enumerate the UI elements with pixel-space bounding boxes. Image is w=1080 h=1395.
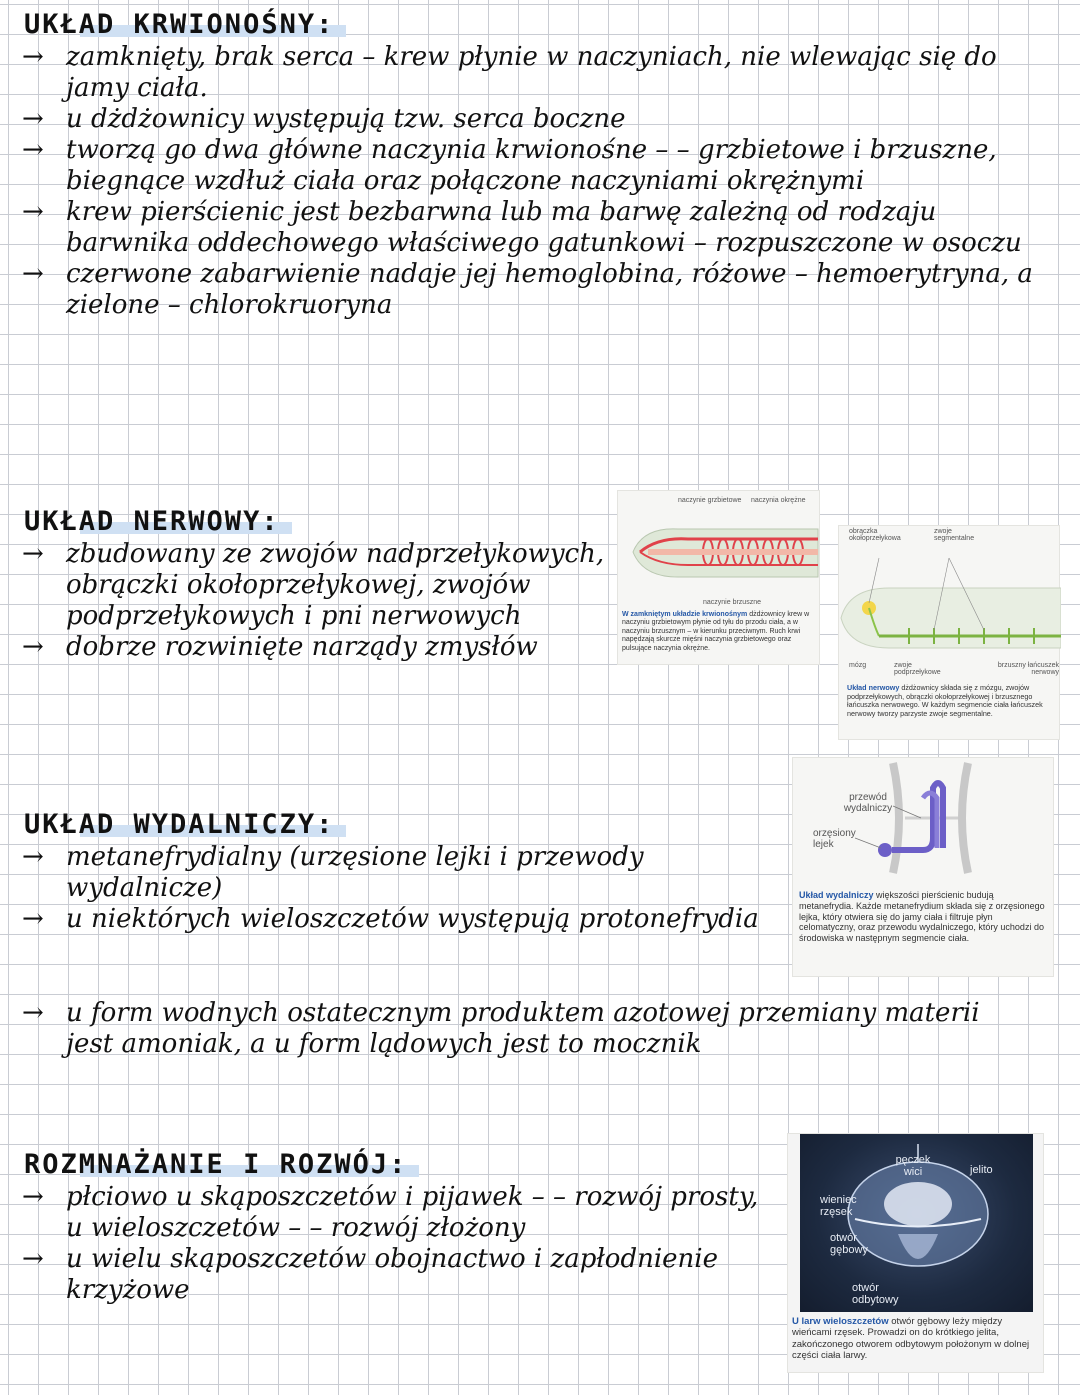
figure-caption: Układ wydalniczy większości pierścienic budują metanefrydia. Każde metanefrydium składa się z orzęsionego lejka, który otwiera się do jamy ciała i filtruje płyn celomatyczny, oraz przewodu wydalniczego, który uchodzi do środowiska w następnym segmencie ciała. (799, 890, 1045, 944)
list-item: → u wielu skąposzczetów obojnactwo i zapłodnienie krzyżowe (22, 1244, 718, 1305)
arrow-icon: → (22, 197, 44, 227)
figure-caption: U larw wieloszczetów otwór gębowy leży między wieńcami rzęsek. Prowadzi on do krótkiego jelita, zakończonego otworem odbytowym położonym w dolnej części ciała larwy. (792, 1316, 1030, 1362)
label-crown: wieniec rzęsek (820, 1194, 857, 1218)
figure-circulatory (617, 490, 820, 665)
list-item: → dobrze rozwinięte narządy zmysłów (22, 632, 538, 662)
list-excretory-continued (20, 998, 1020, 1060)
list-item: → płciowo u skąposzczetów i pijawek – – rozwój prosty, u wieloszczetów – – rozwój złożony (22, 1182, 759, 1243)
arrow-icon: → (22, 42, 44, 72)
figure-excretory (792, 757, 1054, 977)
list-item: → u niektórych wieloszczetów występują protonefrydia (22, 904, 759, 934)
list-item: → tworzą go dwa główne naczynia krwionośne – – grzbietowe i brzuszne, biegnące wzdłuż ciała oraz połączone naczyniami okrężnymi (22, 135, 997, 196)
larva-photo (800, 1134, 1033, 1312)
list-item: → zbudowany ze zwojów nadprzełykowych, obrączki okołoprzełykowej, zwojów podprzełykowych i pni nerwowych (22, 539, 605, 631)
list-item: → zamknięty, brak serca – krew płynie w naczyniach, nie wlewając się do jamy ciała. (22, 42, 997, 103)
arrow-icon: → (22, 998, 44, 1028)
section-excretory-wide (20, 998, 1020, 1060)
arrow-icon: → (22, 1182, 44, 1212)
list-item: → krew pierścienic jest bezbarwna lub ma barwę zależną od rodzaju barwnika oddechowego właściwego gatunkowi – rozpuszczone w osoczu (22, 197, 1022, 258)
section-nervous (20, 505, 620, 663)
label-brain: mózg (849, 662, 867, 669)
label-ring: obrączka okołoprzełykowa (849, 528, 901, 542)
figure-caption: Układ nerwowy dżdżownicy składa się z mózgu, zwojów podprzełykowych, obrączki okołoprzełykowej i brzusznego łańcuszka nerwowego. W każdym segmencie ciała łańcuszek nerwowy tworzy parzyste zwoje segmentalne. (847, 683, 1043, 718)
heading-nervous: UKŁAD NERWOWY: (20, 505, 286, 539)
heading-circulatory: UKŁAD KRWIONOŚNY: (20, 8, 340, 42)
arrow-icon: → (22, 539, 44, 569)
label-dorsal-vessel: naczynie grzbietowe (678, 497, 742, 504)
list-item: → czerwone zabarwienie nadaje jej hemoglobina, różowe – hemoerytryna, a zielone – chlorokruoryna (22, 259, 1033, 320)
label-nerve-chain: brzuszny łańcuszek nerwowy (997, 662, 1059, 676)
arrow-icon: → (22, 259, 44, 289)
arrow-icon: → (22, 904, 44, 934)
list-excretory (20, 842, 785, 935)
arrow-icon: → (22, 135, 44, 165)
arrow-icon: → (22, 842, 44, 872)
arrow-icon: → (22, 632, 44, 662)
list-item: → u dżdżownicy występują tzw. serca boczne (22, 104, 626, 134)
label-anus: otwór odbytowy (852, 1282, 899, 1306)
section-circulatory (20, 8, 1065, 321)
label-ganglia: zwoje segmentalne (934, 528, 975, 542)
label-subpharyngeal: zwoje podprzełykowe (894, 662, 941, 676)
label-cilia-bundle: pęczek wici (895, 1154, 931, 1178)
worm-circulatory-diagram (618, 507, 821, 597)
label-ring-vessels: naczynia okrężne (751, 497, 806, 504)
heading-reproduction: ROZMNAŻANIE I ROZWÓJ: (20, 1148, 413, 1182)
label-excretory-duct: przewód wydalniczy (843, 792, 893, 814)
metanephridium-diagram (793, 758, 1055, 878)
label-ciliated-funnel: orzęsiony lejek (813, 828, 856, 850)
section-excretory (20, 808, 785, 935)
list-item: → metanefrydialny (urzęsione lejki i przewody wydalnicze) (22, 842, 644, 903)
figure-larva (787, 1133, 1044, 1373)
label-mouth: otwór gębowy (830, 1232, 868, 1256)
figure-caption: W zamkniętym układzie krwionośnym dżdżownicy krew w naczyniu grzbietowym płynie od tyłu do przodu ciała, a w naczyniu brzusznym – w kierunku przeciwnym. Ruch krwi napędzają skurcze mięśni naczynia grzbietowego oraz pulsujące naczynia okrężne. (622, 611, 810, 652)
list-item: → u form wodnych ostatecznym produktem azotowej przemiany materii jest amoniak, a u form lądowych jest to mocznik (22, 998, 980, 1059)
label-ventral-vessel: naczynie brzuszne (703, 599, 761, 606)
arrow-icon: → (22, 104, 44, 134)
arrow-icon: → (22, 1244, 44, 1274)
label-gut: jelito (970, 1164, 993, 1176)
worm-nervous-diagram (839, 548, 1061, 658)
list-nervous (20, 539, 620, 663)
list-circulatory (20, 42, 1065, 321)
heading-excretory: UKŁAD WYDALNICZY: (20, 808, 340, 842)
section-reproduction (20, 1148, 780, 1306)
figure-nervous (838, 525, 1060, 740)
list-reproduction (20, 1182, 780, 1306)
